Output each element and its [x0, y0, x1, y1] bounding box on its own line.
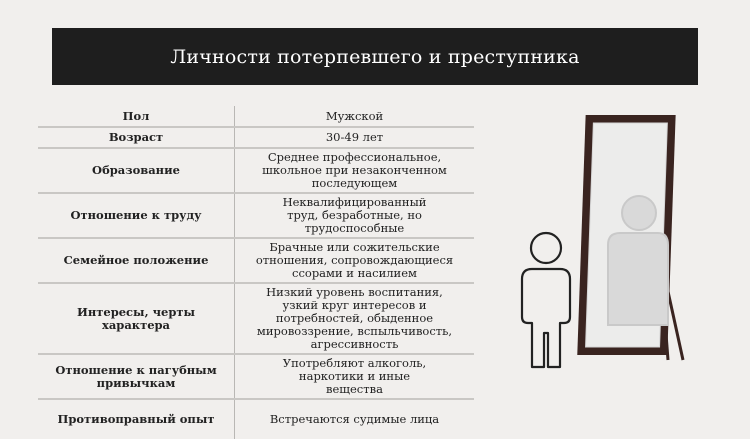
table-row	[38, 238, 474, 283]
row-value: Среднее профессиональное, школьное при незаконченном последующем	[235, 148, 475, 193]
row-value: Мужской	[235, 106, 475, 127]
profile-table	[38, 106, 474, 439]
row-key: Отношение к труду	[38, 193, 235, 238]
table-row	[38, 106, 474, 127]
row-key: Образование	[38, 148, 235, 193]
row-key: Семейное положение	[38, 238, 235, 283]
mirror-illustration	[500, 105, 720, 375]
table-row	[38, 354, 474, 399]
table-row	[38, 127, 474, 148]
row-value: Низкий уровень воспитания, узкий круг интересов и потребностей, обыденное мировоззрение, вспыльчивость, агрессивность	[235, 283, 475, 354]
person-icon	[522, 233, 570, 367]
row-key: Противоправный опыт	[38, 399, 235, 439]
row-key: Отношение к пагубным привычкам	[38, 354, 235, 399]
title-bar	[52, 28, 698, 85]
table-row	[38, 148, 474, 193]
row-value: Брачные или сожительские отношения, сопровождающиеся ссорами и насилием	[235, 238, 475, 283]
table-row	[38, 399, 474, 439]
row-value: Встречаются судимые лица	[269, 412, 440, 426]
row-value: 30-49 лет	[235, 127, 475, 148]
row-value: Неквалифицированный труд, безработные, но трудоспособные	[235, 193, 475, 238]
row-key: Возраст	[38, 127, 235, 148]
table-row	[38, 283, 474, 354]
page-title: Личности потерпевшего и преступника	[170, 45, 580, 68]
table-row	[38, 193, 474, 238]
row-key: Пол	[38, 106, 235, 127]
mirror-icon	[577, 115, 683, 360]
row-key: Интересы, черты характера	[38, 283, 235, 354]
row-value: Употребляют алкоголь, наркотики и иные вещества	[235, 354, 475, 399]
